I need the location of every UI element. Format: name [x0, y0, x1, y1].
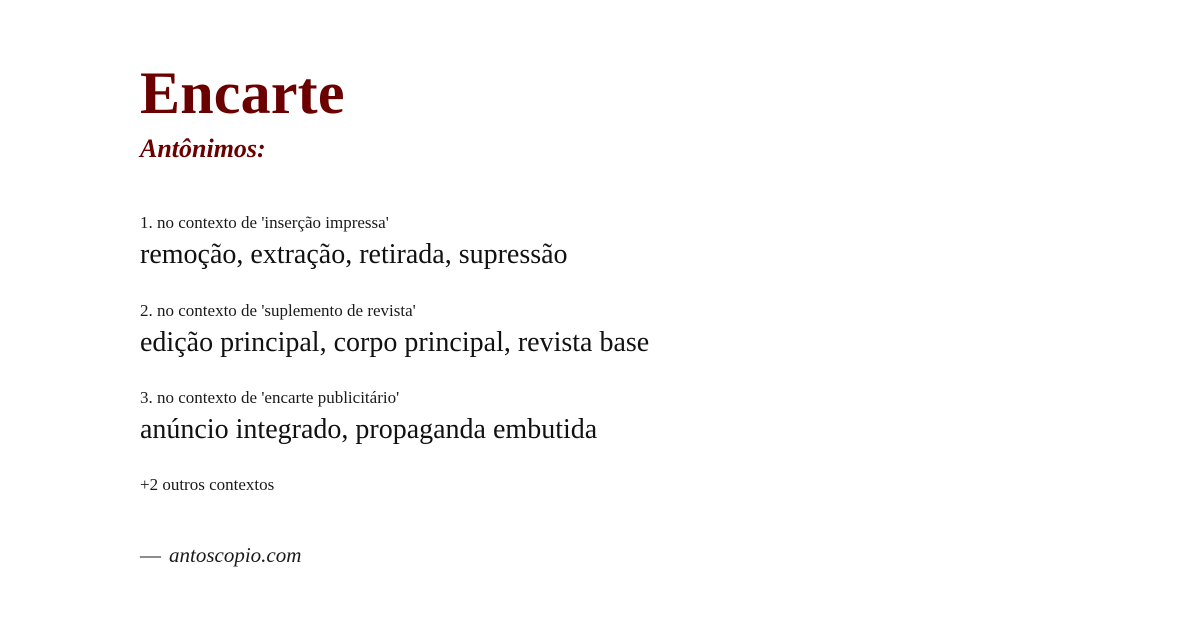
list-item — [140, 300, 1060, 361]
page-title: Encarte — [140, 60, 345, 126]
list-item — [140, 387, 1060, 448]
sense-context: 3. no contexto de 'encarte publicitário' — [140, 388, 400, 408]
list-item — [140, 212, 1060, 273]
sense-context: 2. no contexto de 'suplemento de revista' — [140, 300, 416, 320]
sense-terms: edição principal, corpo principal, revista base — [140, 326, 650, 358]
more-contexts-label: +2 outros contextos — [140, 474, 275, 494]
source-attribution — [140, 543, 1060, 568]
source-name: antoscopio.com — [169, 542, 302, 567]
sense-terms: anúncio integrado, propaganda embutida — [140, 414, 598, 446]
sense-list — [140, 212, 1060, 448]
sense-terms: remoção, extração, retirada, supressão — [140, 239, 568, 271]
entry-subtitle: Antônimos: — [140, 134, 266, 163]
em-dash: — — [140, 542, 161, 567]
sense-context: 1. no contexto de 'inserção impressa' — [140, 213, 389, 233]
